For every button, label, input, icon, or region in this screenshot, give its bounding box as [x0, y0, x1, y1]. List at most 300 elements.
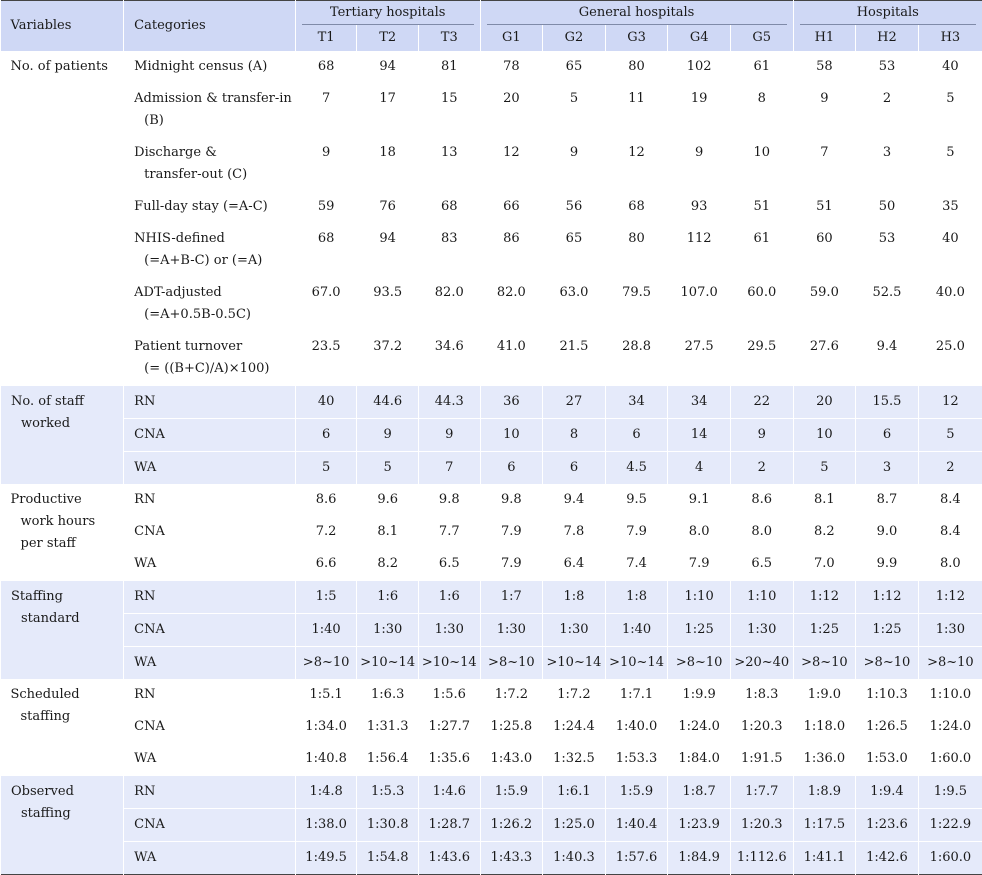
- value-cell: 1:24.0: [918, 711, 982, 743]
- value-cell: 56: [543, 191, 606, 223]
- category-cell: [124, 51, 296, 83]
- value-cell: 8.6: [730, 484, 793, 516]
- value-cell: 1:10: [730, 581, 793, 614]
- category-cell: [124, 711, 296, 743]
- variable-label-line: work hours: [20, 514, 96, 529]
- value-cell: 1:5.3: [357, 776, 419, 809]
- variable-cell: [1, 679, 124, 776]
- value-cell: 8.0: [918, 548, 982, 581]
- category-label-line: RN: [134, 394, 156, 409]
- table-row: [1, 331, 982, 386]
- value-cell: 1:25.0: [543, 809, 606, 842]
- value-cell: 1:91.5: [730, 743, 793, 776]
- value-cell: >8~10: [793, 647, 856, 680]
- value-cell: 61: [730, 51, 793, 83]
- value-cell: 68: [295, 223, 357, 277]
- value-cell: 107.0: [668, 277, 731, 331]
- value-cell: 8.4: [918, 516, 982, 548]
- value-cell: 1:8: [543, 581, 606, 614]
- value-cell: 7.9: [480, 516, 543, 548]
- value-cell: 40.0: [918, 277, 982, 331]
- value-cell: 8: [543, 419, 606, 452]
- value-cell: 35: [918, 191, 982, 223]
- variable-label-line: per staff: [20, 536, 76, 551]
- value-cell: 1:24.4: [543, 711, 606, 743]
- value-cell: >10~14: [418, 647, 480, 680]
- value-cell: 7.7: [418, 516, 480, 548]
- value-cell: 1:53.3: [605, 743, 668, 776]
- value-cell: 9.8: [480, 484, 543, 516]
- category-cell: [124, 842, 296, 875]
- column-header-g4: G4: [668, 25, 731, 51]
- value-cell: >8~10: [856, 647, 919, 680]
- value-cell: 1:40: [605, 614, 668, 647]
- column-header-h1: H1: [793, 25, 856, 51]
- value-cell: 4: [668, 452, 731, 485]
- value-cell: >8~10: [918, 647, 982, 680]
- value-cell: 11: [605, 83, 668, 137]
- category-label-line: WA: [134, 556, 157, 571]
- column-header-g5: G5: [730, 25, 793, 51]
- value-cell: 67.0: [295, 277, 357, 331]
- value-cell: 51: [793, 191, 856, 223]
- value-cell: 2: [856, 83, 919, 137]
- value-cell: 1:23.9: [668, 809, 731, 842]
- value-cell: 65: [543, 223, 606, 277]
- category-label-line: RN: [134, 589, 156, 604]
- table-row: [1, 516, 982, 548]
- value-cell: 1:25: [793, 614, 856, 647]
- value-cell: >10~14: [543, 647, 606, 680]
- value-cell: 60: [793, 223, 856, 277]
- category-cell: [124, 776, 296, 809]
- value-cell: 80: [605, 223, 668, 277]
- value-cell: 8.1: [793, 484, 856, 516]
- value-cell: 1:7.1: [605, 679, 668, 711]
- column-header-g2: G2: [543, 25, 606, 51]
- value-cell: 7.9: [480, 548, 543, 581]
- value-cell: 12: [918, 386, 982, 419]
- category-cell: [124, 386, 296, 419]
- value-cell: 1:27.7: [418, 711, 480, 743]
- value-cell: 1:43.3: [480, 842, 543, 875]
- value-cell: 40: [295, 386, 357, 419]
- value-cell: 6: [856, 419, 919, 452]
- category-label-line: NHIS-defined: [134, 231, 225, 246]
- value-cell: 51: [730, 191, 793, 223]
- value-cell: 5: [918, 137, 982, 191]
- value-cell: 1:9.9: [668, 679, 731, 711]
- category-label-line: WA: [134, 655, 157, 670]
- value-cell: >8~10: [295, 647, 357, 680]
- value-cell: 58: [793, 51, 856, 83]
- value-cell: 8.0: [668, 516, 731, 548]
- value-cell: 68: [418, 191, 480, 223]
- value-cell: 1:8: [605, 581, 668, 614]
- value-cell: 1:49.5: [295, 842, 357, 875]
- category-label-line: ADT-adjusted: [134, 285, 222, 300]
- table-row: [1, 51, 982, 83]
- value-cell: 8.7: [856, 484, 919, 516]
- value-cell: 7.2: [295, 516, 357, 548]
- value-cell: 4.5: [605, 452, 668, 485]
- value-cell: 7.9: [605, 516, 668, 548]
- value-cell: 1:6.1: [543, 776, 606, 809]
- table-row: [1, 548, 982, 581]
- value-cell: 9.8: [418, 484, 480, 516]
- value-cell: 9.1: [668, 484, 731, 516]
- value-cell: 1:40.3: [543, 842, 606, 875]
- value-cell: 6: [480, 452, 543, 485]
- value-cell: 21.5: [543, 331, 606, 386]
- value-cell: 1:60.0: [918, 842, 982, 875]
- value-cell: 9: [543, 137, 606, 191]
- value-cell: 76: [357, 191, 419, 223]
- value-cell: 1:12: [856, 581, 919, 614]
- value-cell: 5: [918, 83, 982, 137]
- category-label-line: Discharge &: [134, 145, 217, 160]
- value-cell: 59: [295, 191, 357, 223]
- value-cell: 1:84.9: [668, 842, 731, 875]
- value-cell: 20: [480, 83, 543, 137]
- value-cell: 3: [856, 137, 919, 191]
- category-label-line: (= ((B+C)/A)×100): [144, 361, 270, 376]
- value-cell: 27.6: [793, 331, 856, 386]
- value-cell: 2: [730, 452, 793, 485]
- variable-cell: [1, 484, 124, 581]
- value-cell: 1:30: [418, 614, 480, 647]
- value-cell: 10: [793, 419, 856, 452]
- value-cell: 83: [418, 223, 480, 277]
- value-cell: 9.6: [357, 484, 419, 516]
- value-cell: 1:9.0: [793, 679, 856, 711]
- value-cell: 28.8: [605, 331, 668, 386]
- value-cell: 60.0: [730, 277, 793, 331]
- value-cell: 12: [605, 137, 668, 191]
- value-cell: 1:10.0: [918, 679, 982, 711]
- value-cell: 6.6: [295, 548, 357, 581]
- value-cell: 50: [856, 191, 919, 223]
- value-cell: 53: [856, 51, 919, 83]
- variable-label-line: staffing: [20, 709, 71, 724]
- category-cell: [124, 679, 296, 711]
- value-cell: 8.4: [918, 484, 982, 516]
- value-cell: 1:30.8: [357, 809, 419, 842]
- value-cell: 9.4: [856, 331, 919, 386]
- value-cell: 65: [543, 51, 606, 83]
- value-cell: 61: [730, 223, 793, 277]
- value-cell: 1:9.4: [856, 776, 919, 809]
- table-row: [1, 191, 982, 223]
- value-cell: 78: [480, 51, 543, 83]
- value-cell: >8~10: [480, 647, 543, 680]
- value-cell: 9: [295, 137, 357, 191]
- value-cell: 29.5: [730, 331, 793, 386]
- category-label-line: Midnight census (A): [134, 59, 268, 74]
- value-cell: 9: [793, 83, 856, 137]
- category-cell: [124, 191, 296, 223]
- value-cell: 6: [295, 419, 357, 452]
- value-cell: 6: [605, 419, 668, 452]
- variable-label-line: Scheduled: [10, 687, 80, 702]
- header-group-hospitals: Hospitals: [793, 1, 982, 26]
- table-row: [1, 842, 982, 875]
- value-cell: 1:30: [357, 614, 419, 647]
- value-cell: 1:20.3: [730, 809, 793, 842]
- column-header-h2: H2: [856, 25, 919, 51]
- value-cell: 79.5: [605, 277, 668, 331]
- value-cell: 6.5: [730, 548, 793, 581]
- value-cell: 1:7: [480, 581, 543, 614]
- value-cell: 8.6: [295, 484, 357, 516]
- value-cell: 5: [295, 452, 357, 485]
- value-cell: 22: [730, 386, 793, 419]
- value-cell: 1:43.0: [480, 743, 543, 776]
- value-cell: 20: [793, 386, 856, 419]
- value-cell: 5: [918, 419, 982, 452]
- category-label-line: RN: [134, 492, 156, 507]
- value-cell: 1:6: [357, 581, 419, 614]
- value-cell: 15.5: [856, 386, 919, 419]
- table-header: [1, 1, 982, 52]
- value-cell: 82.0: [418, 277, 480, 331]
- value-cell: 40: [918, 51, 982, 83]
- value-cell: 6.5: [418, 548, 480, 581]
- category-label-line: (B): [144, 113, 164, 128]
- header-group-general: General hospitals: [480, 1, 793, 26]
- value-cell: 1:10: [668, 581, 731, 614]
- value-cell: 1:30: [543, 614, 606, 647]
- column-header-t1: T1: [295, 25, 357, 51]
- value-cell: 1:40: [295, 614, 357, 647]
- column-header-g1: G1: [480, 25, 543, 51]
- category-label-line: transfer-out (C): [144, 167, 248, 182]
- value-cell: 27: [543, 386, 606, 419]
- table-row: [1, 484, 982, 516]
- value-cell: 1:18.0: [793, 711, 856, 743]
- value-cell: 18: [357, 137, 419, 191]
- value-cell: 1:60.0: [918, 743, 982, 776]
- value-cell: 59.0: [793, 277, 856, 331]
- value-cell: 9: [357, 419, 419, 452]
- value-cell: 1:5: [295, 581, 357, 614]
- category-label-line: (=A+0.5B-0.5C): [144, 307, 251, 322]
- value-cell: 94: [357, 223, 419, 277]
- value-cell: 36: [480, 386, 543, 419]
- table-row: [1, 277, 982, 331]
- value-cell: 8.0: [730, 516, 793, 548]
- table-row: [1, 581, 982, 614]
- value-cell: 81: [418, 51, 480, 83]
- value-cell: 25.0: [918, 331, 982, 386]
- value-cell: 9.5: [605, 484, 668, 516]
- value-cell: 34: [668, 386, 731, 419]
- table-row: [1, 647, 982, 680]
- value-cell: 5: [543, 83, 606, 137]
- value-cell: 1:4.6: [418, 776, 480, 809]
- value-cell: 10: [480, 419, 543, 452]
- value-cell: 112: [668, 223, 731, 277]
- table-row: [1, 386, 982, 419]
- table-row: [1, 419, 982, 452]
- value-cell: 1:30: [918, 614, 982, 647]
- value-cell: 102: [668, 51, 731, 83]
- table-row: [1, 776, 982, 809]
- category-label-line: Full-day stay (=A-C): [134, 199, 268, 214]
- value-cell: 1:30: [730, 614, 793, 647]
- value-cell: 82.0: [480, 277, 543, 331]
- value-cell: 1:57.6: [605, 842, 668, 875]
- column-header-h3: H3: [918, 25, 982, 51]
- value-cell: 17: [357, 83, 419, 137]
- variable-label-line: worked: [21, 415, 71, 431]
- value-cell: 1:6.3: [357, 679, 419, 711]
- variable-label-line: Productive: [10, 492, 82, 507]
- value-cell: 7.4: [605, 548, 668, 581]
- value-cell: 1:6: [418, 581, 480, 614]
- value-cell: 1:31.3: [357, 711, 419, 743]
- value-cell: 9: [418, 419, 480, 452]
- value-cell: 1:26.2: [480, 809, 543, 842]
- value-cell: 15: [418, 83, 480, 137]
- value-cell: 7.9: [668, 548, 731, 581]
- category-label-line: CNA: [134, 427, 165, 442]
- value-cell: 1:12: [793, 581, 856, 614]
- table-row: [1, 223, 982, 277]
- category-label-line: CNA: [134, 817, 165, 832]
- value-cell: 5: [793, 452, 856, 485]
- value-cell: 5: [357, 452, 419, 485]
- table-row: [1, 83, 982, 137]
- category-label-line: RN: [134, 687, 156, 702]
- value-cell: 34.6: [418, 331, 480, 386]
- value-cell: 10: [730, 137, 793, 191]
- category-cell: [124, 743, 296, 776]
- table-row: [1, 614, 982, 647]
- value-cell: 1:32.5: [543, 743, 606, 776]
- value-cell: 1:8.3: [730, 679, 793, 711]
- value-cell: 68: [295, 51, 357, 83]
- category-cell: [124, 137, 296, 191]
- value-cell: 41.0: [480, 331, 543, 386]
- value-cell: 9.9: [856, 548, 919, 581]
- value-cell: 1:26.5: [856, 711, 919, 743]
- table-row: [1, 452, 982, 485]
- category-label-line: RN: [134, 784, 156, 799]
- value-cell: 1:40.8: [295, 743, 357, 776]
- category-label-line: WA: [134, 850, 157, 865]
- value-cell: 27.5: [668, 331, 731, 386]
- value-cell: 1:5.1: [295, 679, 357, 711]
- category-label-line: Admission & transfer-in: [134, 91, 292, 106]
- value-cell: 1:43.6: [418, 842, 480, 875]
- value-cell: 1:35.6: [418, 743, 480, 776]
- category-cell: [124, 419, 296, 452]
- category-cell: [124, 484, 296, 516]
- variable-cell: [1, 581, 124, 680]
- value-cell: >10~14: [605, 647, 668, 680]
- category-cell: [124, 581, 296, 614]
- value-cell: 13: [418, 137, 480, 191]
- value-cell: 1:8.7: [668, 776, 731, 809]
- value-cell: 1:7.7: [730, 776, 793, 809]
- value-cell: 1:56.4: [357, 743, 419, 776]
- value-cell: 52.5: [856, 277, 919, 331]
- category-label-line: WA: [134, 460, 157, 475]
- value-cell: 1:53.0: [856, 743, 919, 776]
- value-cell: 40: [918, 223, 982, 277]
- category-cell: [124, 223, 296, 277]
- variable-cell: [1, 51, 124, 386]
- value-cell: 7: [295, 83, 357, 137]
- category-label-line: WA: [134, 751, 157, 766]
- header-variables: Variables: [1, 1, 124, 52]
- value-cell: 8.2: [793, 516, 856, 548]
- value-cell: 1:41.1: [793, 842, 856, 875]
- value-cell: 1:20.3: [730, 711, 793, 743]
- value-cell: 1:54.8: [357, 842, 419, 875]
- value-cell: 1:5.9: [480, 776, 543, 809]
- header-group-tertiary: Tertiary hospitals: [295, 1, 480, 26]
- value-cell: 86: [480, 223, 543, 277]
- value-cell: 34: [605, 386, 668, 419]
- value-cell: 1:112.6: [730, 842, 793, 875]
- value-cell: 68: [605, 191, 668, 223]
- value-cell: 7.0: [793, 548, 856, 581]
- table-row: [1, 137, 982, 191]
- value-cell: 1:17.5: [793, 809, 856, 842]
- value-cell: 1:7.2: [480, 679, 543, 711]
- table-body: [1, 51, 982, 875]
- value-cell: 8.2: [357, 548, 419, 581]
- value-cell: 9: [668, 137, 731, 191]
- value-cell: 1:38.0: [295, 809, 357, 842]
- value-cell: 14: [668, 419, 731, 452]
- value-cell: >10~14: [357, 647, 419, 680]
- value-cell: 63.0: [543, 277, 606, 331]
- value-cell: 1:9.5: [918, 776, 982, 809]
- value-cell: 1:5.9: [605, 776, 668, 809]
- variable-label-line: Observed: [11, 783, 74, 799]
- category-cell: [124, 516, 296, 548]
- category-cell: [124, 83, 296, 137]
- value-cell: 1:12: [918, 581, 982, 614]
- value-cell: 1:42.6: [856, 842, 919, 875]
- category-cell: [124, 277, 296, 331]
- value-cell: 94: [357, 51, 419, 83]
- value-cell: 7: [793, 137, 856, 191]
- table-row: [1, 679, 982, 711]
- variable-label-line: No. of staff: [11, 393, 84, 409]
- category-cell: [124, 614, 296, 647]
- value-cell: 9.0: [856, 516, 919, 548]
- value-cell: 7: [418, 452, 480, 485]
- category-label-line: CNA: [134, 719, 165, 734]
- table-row: [1, 809, 982, 842]
- value-cell: 1:28.7: [418, 809, 480, 842]
- value-cell: 37.2: [357, 331, 419, 386]
- value-cell: 9: [730, 419, 793, 452]
- value-cell: >8~10: [668, 647, 731, 680]
- category-label-line: CNA: [134, 622, 165, 637]
- value-cell: 44.6: [357, 386, 419, 419]
- value-cell: 1:25: [668, 614, 731, 647]
- category-cell: [124, 331, 296, 386]
- value-cell: 8: [730, 83, 793, 137]
- value-cell: 6: [543, 452, 606, 485]
- category-cell: [124, 548, 296, 581]
- variable-cell: [1, 776, 124, 875]
